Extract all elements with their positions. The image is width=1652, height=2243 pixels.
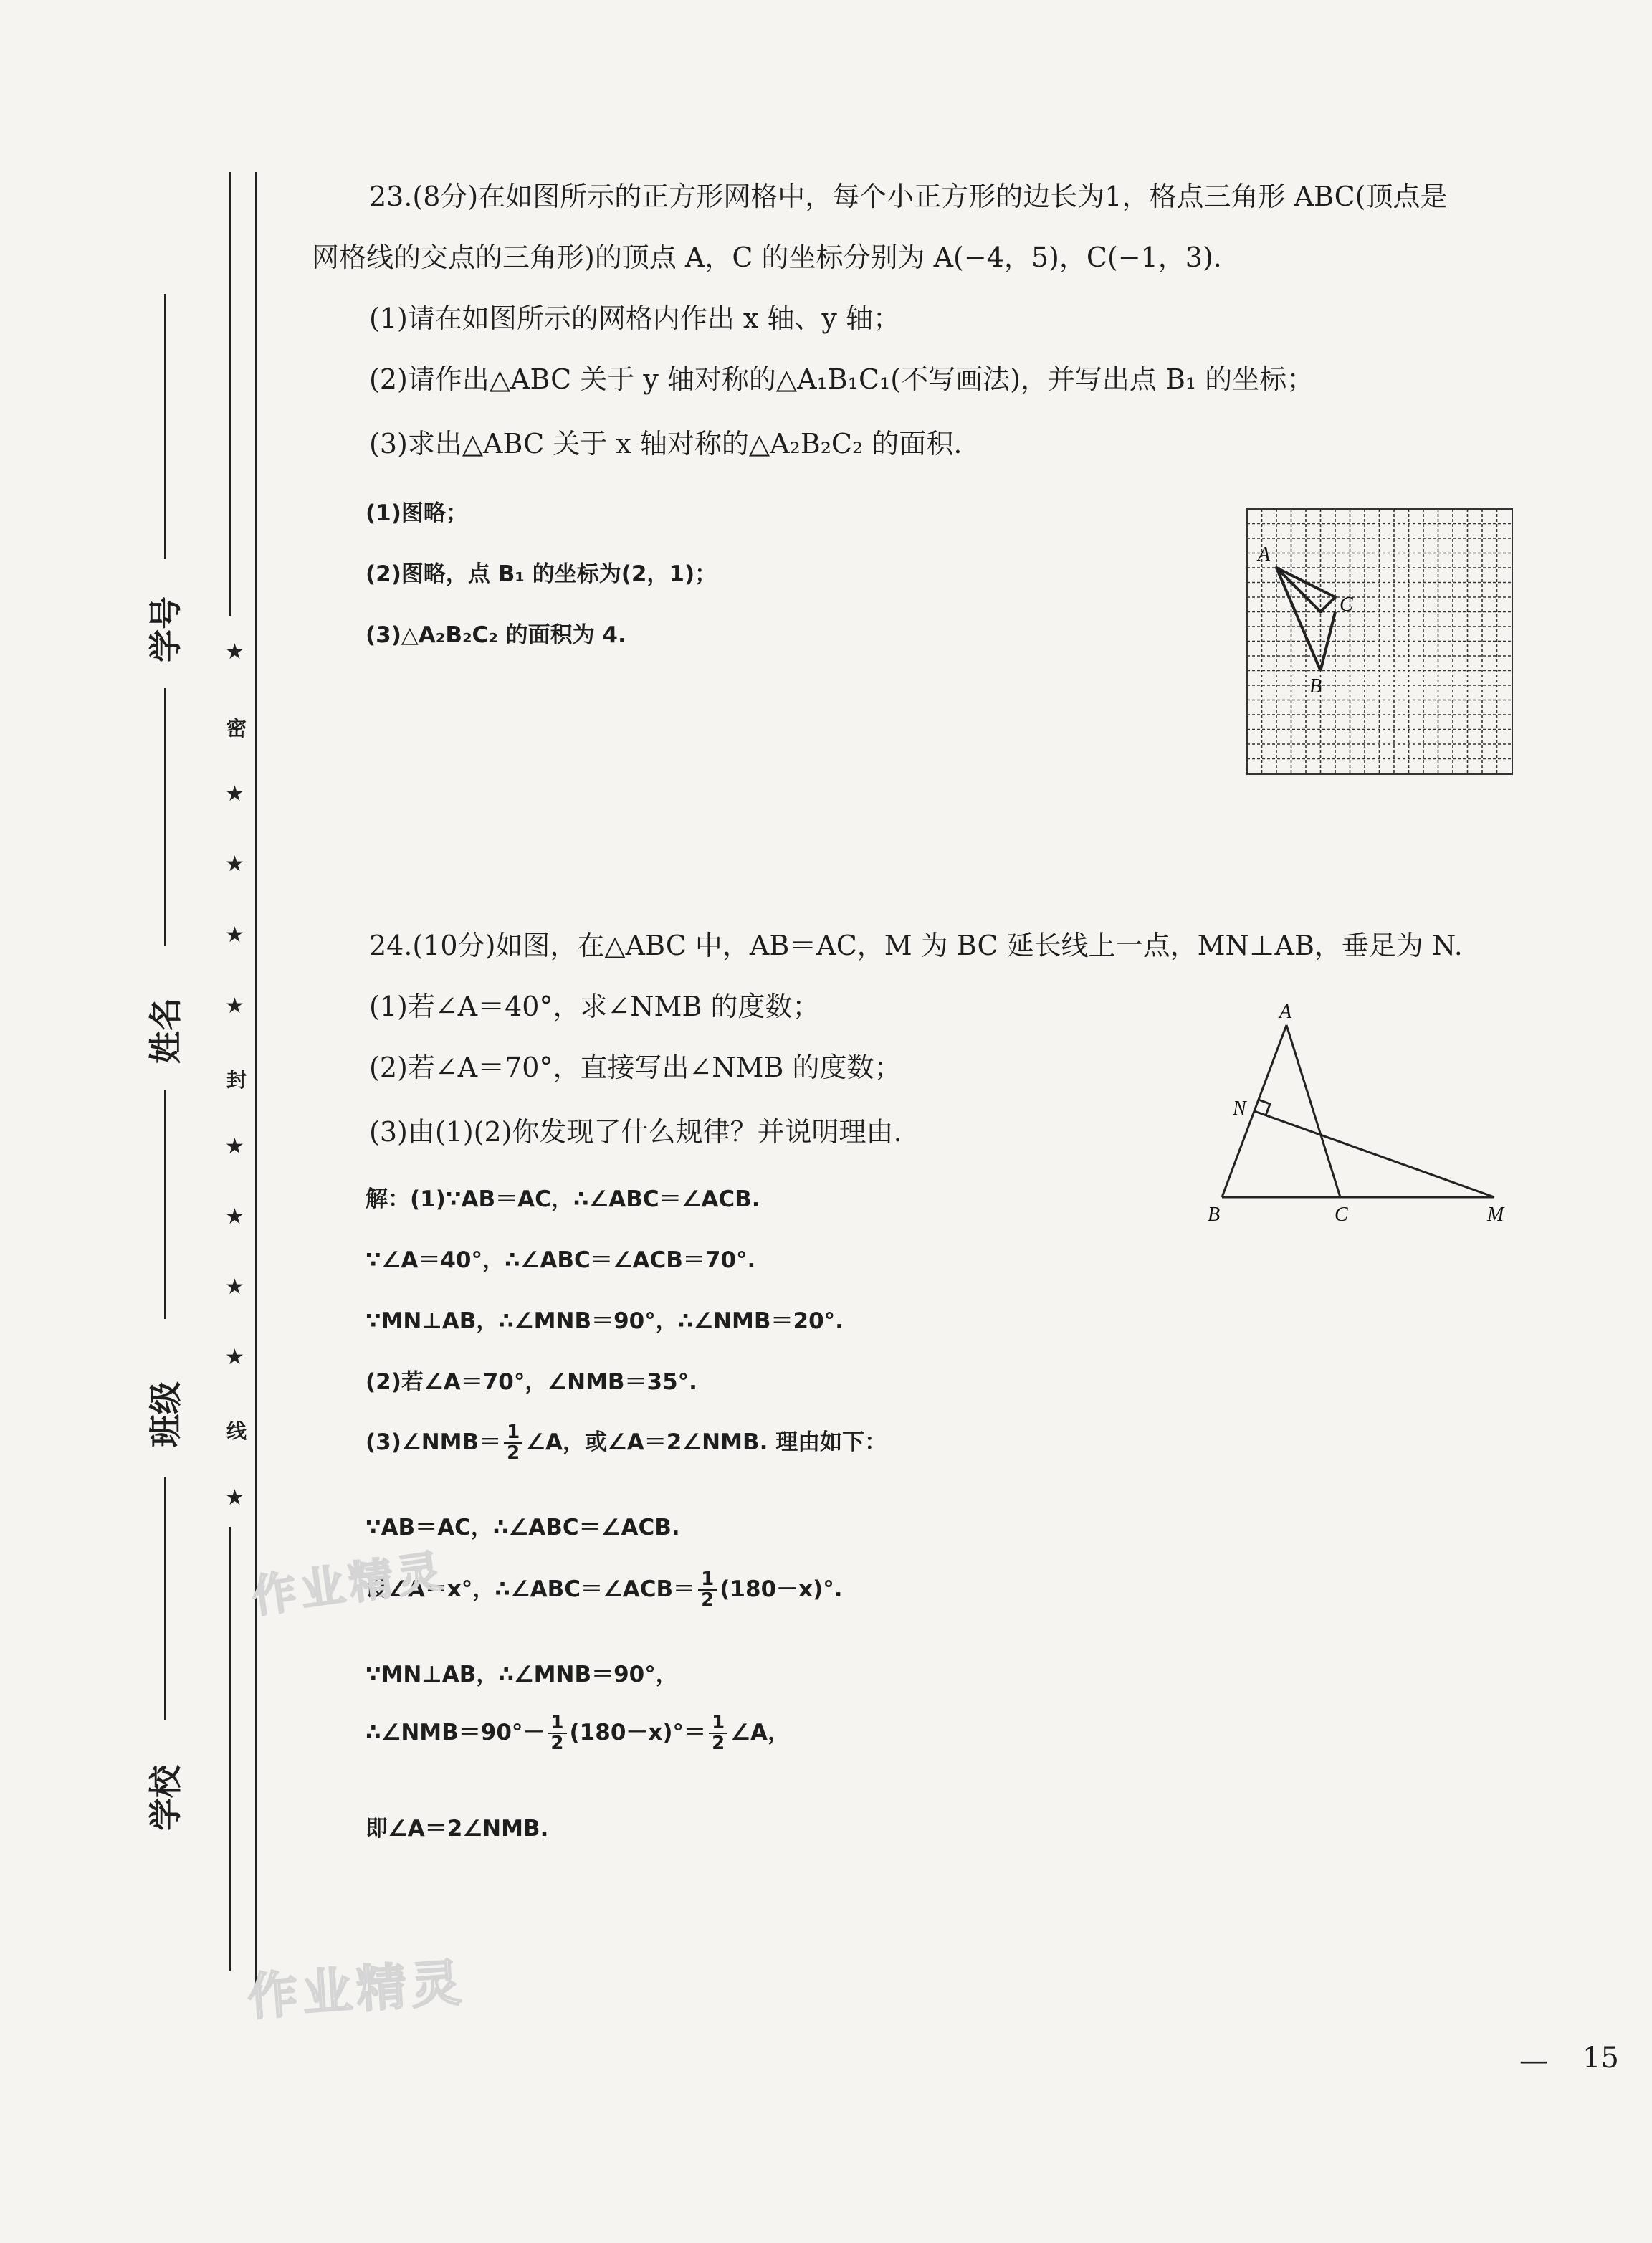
binding-line-outer — [255, 172, 257, 1993]
q23-answer1: (1)图略； — [366, 500, 468, 526]
q23-part2: (2)请作出△ABC 关于 y 轴对称的△A₁B₁C₁(不写画法)，并写出点 B₁ 的坐标； — [369, 363, 1314, 395]
q24-line1: 24.(10分)如图，在△ABC 中，AB＝AC，M 为 BC 延长线上一点，MN⊥AB，垂足为 N. — [369, 930, 1463, 961]
q24-sol4: (2)若∠A＝70°，∠NMB＝35°. — [366, 1369, 697, 1395]
star-icon: ★ — [225, 923, 244, 948]
fraction-half: $\frac{1}{2}$ — [548, 1713, 566, 1754]
q24-sol8: ∵MN⊥AB，∴∠MNB＝90°， — [366, 1662, 678, 1687]
segment-nm — [1254, 1111, 1494, 1197]
fraction-half: $\frac{1}{2}$ — [504, 1423, 522, 1464]
sol7-pre: 设∠A＝x°，∴∠ABC＝∠ACB＝ — [366, 1576, 696, 1602]
q24-sol3: ∵MN⊥AB，∴∠MNB＝90°，∴∠NMB＝20°. — [366, 1308, 844, 1334]
q24-part2: (2)若∠A＝70°，直接写出∠NMB 的度数； — [369, 1052, 902, 1083]
sol5-post: ∠A，或∠A＝2∠NMB. 理由如下： — [525, 1429, 887, 1455]
q23-line2: 网格线的交点的三角形)的顶点 A，C 的坐标分别为 A(−4，5)，C(−1，3). — [312, 242, 1222, 273]
binding-line-inner-lower — [229, 1527, 231, 1971]
q23-part3: (3)求出△ABC 关于 x 轴对称的△A₂B₂C₂ 的面积. — [369, 428, 963, 459]
number-blank-line-lower[interactable] — [164, 688, 166, 946]
star-icon: ★ — [225, 1345, 244, 1370]
grid-lines — [1247, 509, 1512, 774]
q23-line1: 23.(8分)在如图所示的正方形网格中，每个小正方形的边长为1，格点三角形 ABC(顶点是 — [369, 181, 1448, 212]
label-a: A — [1258, 543, 1271, 566]
seal-char-xian: 线 — [226, 1419, 247, 1443]
class-blank-line[interactable] — [164, 1477, 166, 1720]
label-number: 学号 — [146, 596, 185, 662]
label-m: M — [1487, 1204, 1504, 1226]
sol7-post: (180－x)°. — [720, 1576, 843, 1602]
sol9-pre: ∴∠NMB＝90°－ — [366, 1719, 545, 1746]
q24-sol9 — [366, 1713, 790, 1754]
binding-line-inner — [229, 172, 231, 616]
star-icon: ★ — [225, 639, 244, 665]
watermark: 作业精灵 — [245, 1953, 467, 2027]
seal-char-feng: 封 — [226, 1068, 247, 1092]
star-icon: ★ — [225, 1485, 244, 1510]
star-icon: ★ — [225, 852, 244, 877]
watermark: 作业精灵 — [248, 1544, 449, 1624]
label-name: 姓名 — [146, 998, 185, 1064]
sol5-pre: (3)∠NMB＝ — [366, 1429, 502, 1455]
q24-sol5 — [366, 1423, 887, 1464]
star-icon: ★ — [225, 781, 244, 806]
q24-sol6: ∵AB＝AC，∴∠ABC＝∠ACB. — [366, 1515, 680, 1540]
q24-sol10: 即∠A＝2∠NMB. — [366, 1816, 549, 1842]
label-n: N — [1233, 1097, 1246, 1120]
seal-char-mi: 密 — [226, 717, 247, 740]
star-icon: ★ — [225, 1204, 244, 1229]
number-blank-line[interactable] — [164, 294, 166, 559]
q24-sol2: ∵∠A＝40°，∴∠ABC＝∠ACB＝70°. — [366, 1247, 756, 1273]
q23-answer3: (3)△A₂B₂C₂ 的面积为 4. — [366, 622, 626, 648]
label-a: A — [1279, 1001, 1292, 1023]
star-icon: ★ — [225, 994, 244, 1019]
q24-sol1: 解：(1)∵AB＝AC，∴∠ABC＝∠ACB. — [366, 1186, 760, 1212]
label-class: 班级 — [146, 1381, 185, 1447]
q23-grid-figure — [1243, 502, 1523, 781]
label-b: B — [1208, 1204, 1221, 1226]
fraction-half: $\frac{1}{2}$ — [698, 1570, 717, 1611]
fraction-half: $\frac{1}{2}$ — [709, 1713, 727, 1754]
q23-answer2: (2)图略，点 B₁ 的坐标为(2，1)； — [366, 561, 717, 587]
q24-part1: (1)若∠A＝40°，求∠NMB 的度数； — [369, 991, 820, 1022]
name-blank-line[interactable] — [164, 1090, 166, 1319]
star-icon: ★ — [225, 1275, 244, 1300]
star-icon: ★ — [225, 1134, 244, 1159]
label-school: 学校 — [146, 1765, 185, 1831]
page-number: 15 — [1582, 2042, 1619, 2075]
label-c: C — [1340, 594, 1353, 616]
segment-ac — [1286, 1025, 1340, 1197]
q24-part3: (3)由(1)(2)你发现了什么规律？并说明理由. — [369, 1116, 902, 1148]
q24-triangle-figure — [1197, 1000, 1527, 1237]
q23-part1: (1)请在如图所示的网格内作出 x 轴、y 轴； — [369, 303, 900, 334]
sol9-mid: (180－x)°＝ — [569, 1719, 707, 1746]
triangle-side-ab — [1276, 568, 1321, 671]
footer-dash: — — [1519, 2044, 1548, 2077]
sol9-post: ∠A， — [730, 1719, 790, 1746]
label-c: C — [1335, 1204, 1348, 1226]
label-b: B — [1309, 675, 1322, 697]
